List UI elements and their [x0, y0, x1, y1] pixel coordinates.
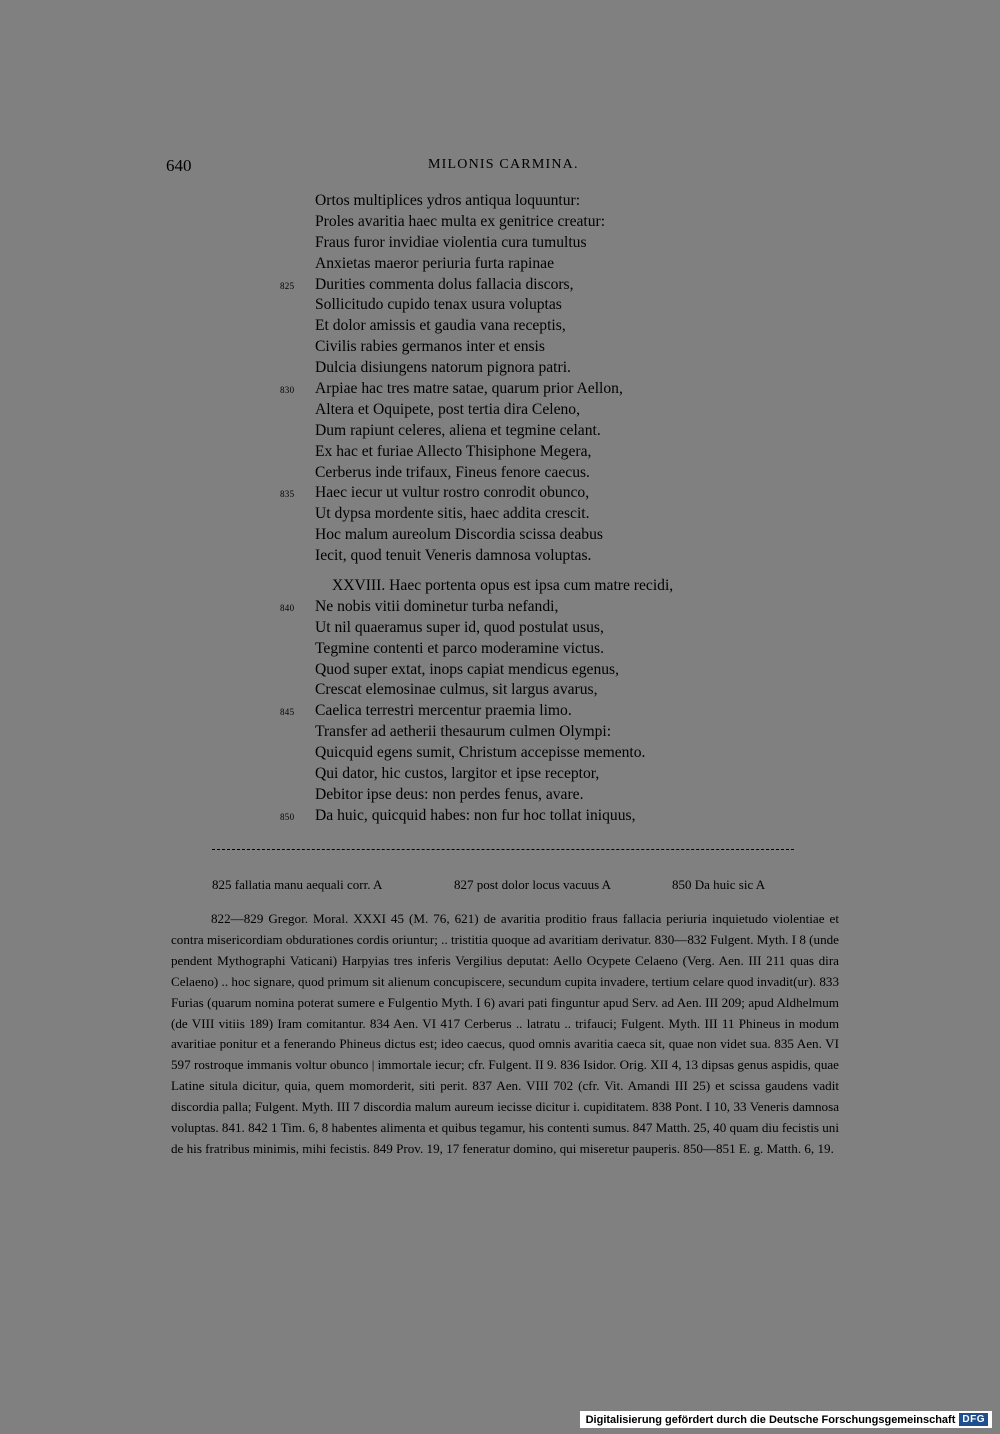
line-text: Caelica terrestri mercentur praemia limo.: [315, 702, 572, 720]
poem-line: [280, 618, 840, 639]
line-text: Iecit, quod tenuit Veneris damnosa voluptas.: [315, 547, 592, 565]
poem-line: [280, 660, 840, 681]
poem-line: [280, 525, 840, 546]
line-text: Durities commenta dolus fallacia discors,: [315, 275, 574, 293]
footer-text: Digitalisierung gefördert durch die Deutsche Forschungsgemeinschaft: [585, 1413, 956, 1426]
poem-line: [280, 743, 840, 764]
poem-line: [280, 576, 840, 597]
poem-line: [280, 504, 840, 525]
apparatus-entry: 850 Da huic sic A: [672, 877, 766, 892]
line-number: 840: [280, 602, 295, 613]
poem-line: [280, 421, 840, 442]
poem-line: [280, 358, 840, 379]
dfg-footer-banner: [580, 1411, 992, 1428]
poem-line: [280, 275, 840, 296]
line-text: Crescat elemosinae culmus, sit largus avarus,: [315, 681, 598, 699]
dfg-logo-icon: DFG: [959, 1413, 988, 1426]
line-text: Ut nil quaeramus super id, quod postulat usus,: [315, 618, 604, 636]
line-text: Ex hac et furiae Allecto Thisiphone Megera,: [315, 442, 592, 460]
poem-text: [280, 191, 840, 827]
line-text: Da huic, quicquid habes: non fur hoc tollat iniquus,: [315, 806, 636, 824]
line-text: Altera et Oquipete, post tertia dira Celeno,: [315, 400, 581, 418]
poem-line: [280, 379, 840, 400]
poem-line: [280, 483, 840, 504]
line-text: Cerberus inde trifaux, Fineus fenore caecus.: [315, 463, 590, 481]
line-text: Fraus furor invidiae violentia cura tumultus: [315, 233, 587, 251]
line-text: Ne nobis vitii dominetur turba nefandi,: [315, 597, 559, 615]
line-text: Tegmine contenti et parco moderamine victus.: [315, 639, 605, 657]
poem-line: [280, 806, 840, 827]
line-number: 850: [280, 811, 295, 822]
line-text: Anxietas maeror periuria furta rapinae: [315, 254, 554, 272]
line-text: Qui dator, hic custos, largitor et ipse receptor,: [315, 765, 600, 783]
running-head: MILONIS CARMINA.: [428, 157, 579, 172]
poem-line: [280, 597, 840, 618]
poem-line: [280, 400, 840, 421]
apparatus-entry: 827 post dolor locus vacuus A: [454, 877, 612, 892]
poem-line: [280, 442, 840, 463]
poem-line: [280, 701, 840, 722]
critical-apparatus: [212, 877, 765, 893]
poem-line: [280, 337, 840, 358]
line-number: 835: [280, 489, 295, 500]
poem-line: [280, 785, 840, 806]
line-text: Dulcia disiungens natorum pignora patri.: [315, 359, 571, 377]
poem-line: [280, 546, 840, 567]
line-text: Debitor ipse deus: non perdes fenus, avare.: [315, 785, 584, 803]
poem-line: [280, 463, 840, 484]
line-number: 845: [280, 707, 295, 718]
line-text: Quicquid egens sumit, Christum accepisse memento.: [315, 744, 646, 762]
line-text: Dum rapiunt celeres, aliena et tegmine celant.: [315, 421, 601, 439]
line-text: Hoc malum aureolum Discordia scissa deabus: [315, 526, 603, 544]
poem-line: [280, 191, 840, 212]
line-number: 825: [280, 280, 295, 291]
source-notes: 822—829 Gregor. Moral. XXXI 45 (M. 76, 621) de avaritia proditio fraus fallacia periuria inquietudo violentiae et contra misericordiam obdurationes cordis oriuntur; .. tristitia quoque ad avaritiam derivatur. 830—832 Fulgent. Myth. I 8 (unde pendent Mythographi Vaticani) Harpyias tres inferis Vergilius deputat: Aello Ocypete Celaeno (Verg. Aen. III 211 quas dira Celaeno) .. hoc signare, quod primum sit alienum concupiscere, secundum cupita invadere, tertium celare quod invadit(ur). 833 Furias (quarum nomina poterat sumere e Fulgentio Myth. I 6) avari pati finguntur apud Serv. ad Aen. III 209; apud Aldhelmum (de VIII vitiis 189) Iram comitantur. 834 Aen. VI 417 Cerberus .. latratu .. trifauci; Fulgent. Myth. III 11 Phineus in modum avaritiae ponitur et a fenerando Phineus dictus est; ideo caecus, quod omnis avaritia caeca sit, quae non videt sua. 835 Aen. VI 597 rostroque immanis voltur obunco | immortale iecur; cfr. Fulgent. II 9. 836 Isidor. Orig. XII 4, 13 dipsas genus aspidis, quae Latine situla dicitur, quia, quem momorderit, siti perit. 837 Aen. VIII 702 (cfr. Vit. Amandi III 25) et scissa gaudens vadit discordia palla; Fulgent. Myth. III 7 discordia malum aureum iecisse dicitur i. cupiditatem. 838 Pont. I 10, 33 Veneris damnosa voluptas. 841. 842 1 Tim. 6, 8 habentes alimenta et quibus tegamur, his contenti sumus. 847 Matth. 25, 40 quam diu fecistis uni de his fratribus minimis, mihi fecistis. 849 Prov. 19, 17 feneratur domino, qui miseretur pauperis. 850—851 E. g. Matth. 6, 19.: [171, 911, 839, 1156]
line-text: Proles avaritia haec multa ex genitrice creatur:: [315, 212, 606, 230]
line-text: Arpiae hac tres matre satae, quarum prior Aellon,: [315, 380, 623, 398]
line-number: 830: [280, 385, 295, 396]
poem-line: [280, 722, 840, 743]
line-text: Haec iecur ut vultur rostro conrodit obunco,: [315, 484, 590, 502]
poem-line: [280, 233, 840, 254]
apparatus-entry: 825 fallatia manu aequali corr. A: [212, 877, 383, 892]
poem-line: [280, 295, 840, 316]
line-text: Sollicitudo cupido tenax usura voluptas: [315, 296, 562, 314]
separator-rule: [212, 849, 794, 850]
line-text: Civilis rabies germanos inter et ensis: [315, 338, 545, 356]
poem-line: [280, 639, 840, 660]
line-text: Et dolor amissis et gaudia vana receptis,: [315, 317, 566, 335]
line-text: Ut dypsa mordente sitis, haec addita crescit.: [315, 505, 590, 523]
line-text: Quod super extat, inops capiat mendicus egenus,: [315, 660, 620, 678]
poem-line: [280, 316, 840, 337]
poem-line: [280, 212, 840, 233]
poem-line: [280, 680, 840, 701]
poem-line: [280, 764, 840, 785]
line-text: Ortos multiplices ydros antiqua loquuntur:: [315, 192, 581, 209]
section-heading-line: XXVIII. Haec portenta opus est ipsa cum matre recidi,: [332, 577, 674, 595]
page-number: 640: [166, 156, 192, 175]
poem-line: [280, 254, 840, 275]
line-text: Transfer ad aetherii thesaurum culmen Olympi:: [315, 723, 612, 741]
